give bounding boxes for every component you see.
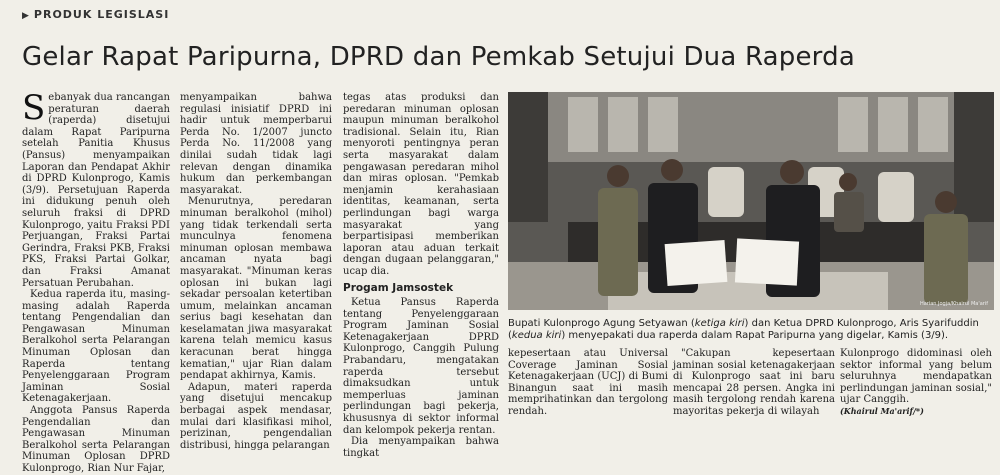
article-headline: Gelar Rapat Paripurna, DPRD dan Pemkab Setujui Dua Raperda — [22, 42, 855, 72]
section-rubric — [22, 8, 169, 21]
news-photo — [508, 92, 994, 310]
subheading: Progam Jamsostek — [343, 281, 454, 294]
caption-text: ) menyepakati dua raperda dalam Rapat Paripurna yang digelar, Kamis (3/9). — [561, 330, 949, 341]
caption-text: Bupati Kulonprogo Agung Setyawan ( — [508, 318, 695, 329]
arrow-right-icon: ▶ — [22, 11, 30, 21]
photo-illustration — [508, 92, 994, 310]
article-column-6 — [840, 348, 992, 418]
article-column-3 — [343, 92, 499, 459]
article-column-2 — [180, 92, 332, 451]
photo-credit: Harian Jogja/Khairul Ma'arif — [919, 301, 988, 307]
article-column-4 — [508, 348, 668, 418]
paragraph-text: ebanyak dua rancangan peraturan daerah (raperda) disetujui dalam Rapat Paripurna setelah Panitia Khusus (Pansus) menyampaikan Laporan dan Pendapat Akhir di DPRD Kulonprogo, Kamis (3/9). Persetujuan Raperda ini didukung penuh oleh seluruh fraksi di DPRD Kulonprogo, yaitu Fraksi PDI Perjuangan, Fraksi Partai Gerindra, Fraksi PKB, Fraksi PKS, Fraksi Partai Golkar, dan Fraksi Amanat Persatuan Perubahan. — [22, 92, 170, 289]
paragraph: kepesertaan atau Universal Coverage Jaminan Sosial Ketenagakerjaan (UCJ) di Bumi Binangun saat ini masih memprihatinkan dan tergolong rendah. — [508, 348, 668, 417]
paragraph: menyampaikan bahwa regulasi inisiatif DPRD ini hadir untuk memperbarui Perda No. 1/2007 juncto Perda No. 11/2008 yang dinilai sudah tidak lagi relevan dengan dinamika hukum dan perkembangan masyarakat. — [180, 92, 332, 196]
paragraph: "Cakupan kepesertaan jaminan sosial ketenagakerjaan di Kulonprogo saat ini baru mencapai 28 persen. Angka ini masih tergolong rendah karena mayoritas pekerja di wilayah — [673, 348, 835, 417]
paragraph: Menurutnya, peredaran minuman beralkohol (mihol) yang tidak terkendali serta munculnya fenomena minuman oplosan membawa ancaman nyata bagi masyarakat. "Minuman keras oplosan ini bukan lagi sekadar persoalan ketertiban umum, melainkan ancaman serius bagi kesehatan dan keselamatan jiwa masyarakat karena telah memicu kasus keracunan berat hingga kematian," ujar Rian dalam pendapat akhirnya, Kamis. — [180, 196, 332, 382]
author-signature: (Khairul Ma'arif/*) — [840, 405, 924, 416]
paragraph: Adapun, materi raperda yang disetujui mencakup berbagai aspek mendasar, mulai dari klasifikasi mihol, perizinan, pengendalian distribusi, hingga pelarangan — [180, 381, 332, 451]
drop-cap: S — [22, 88, 46, 128]
paragraph: Kedua raperda itu, masing-masing adalah Raperda tentang Pengendalian dan Pengawasan Minuman Beralkohol serta Pelarangan Minuman Oplosan dan Raperda tentang Penyelenggaraan Program Jaminan Sosial Ketenagakerjaan. — [22, 289, 170, 405]
article-column-5 — [673, 348, 835, 418]
paragraph: tegas atas produksi dan peredaran minuman oplosan maupun minuman beralkohol tradisional. Selain itu, Rian menyoroti pentingnya peran serta masyarakat dalam pengawasan peredaran mihol dan miras oplosan. "Pemkab menjamin kerahasiaan identitas, keamanan, serta perlindungan bagi warga masyarakat yang berpartisipasi memberikan laporan atau aduan terkait dengan dugaan pelanggaran," ucap dia. — [343, 92, 499, 277]
photo-caption — [508, 318, 994, 342]
article-column-1 — [22, 88, 170, 474]
paragraph: Kulonprogo didominasi oleh sektor informal yang belum seluruhnya mendapatkan perlindungan jaminan sosial," ujar Canggih. — [840, 348, 992, 406]
caption-text: ) dan Ketua DPRD Kulonprogo, Aris Syarifuddin ( — [508, 318, 979, 341]
caption-role: ketiga kiri — [694, 318, 745, 329]
paragraph: Anggota Pansus Raperda Pengendalian dan Pengawasan Minuman Beralkohol serta Pelarangan Minuman Oplosan DPRD Kulonprogo, Rian Nur Fajar, — [22, 405, 170, 474]
lead-paragraph — [22, 88, 170, 289]
paragraph: Dia menyampaikan bahwa tingkat — [343, 436, 499, 459]
paragraph: Ketua Pansus Raperda tentang Penyelenggaraan Program Jaminan Sosial Ketenagakerjaan DPRD Kulonprogo, Canggih Pulung Prabandaru, mengatakan raperda tersebut dimaksudkan untuk memperluas jaminan perlindungan bagi pekerja, khususnya di sektor informal dan kelompok pekerja rentan. — [343, 297, 499, 436]
rubric-label: PRODUK LEGISLASI — [33, 8, 170, 21]
caption-role: kedua kiri — [511, 330, 562, 341]
